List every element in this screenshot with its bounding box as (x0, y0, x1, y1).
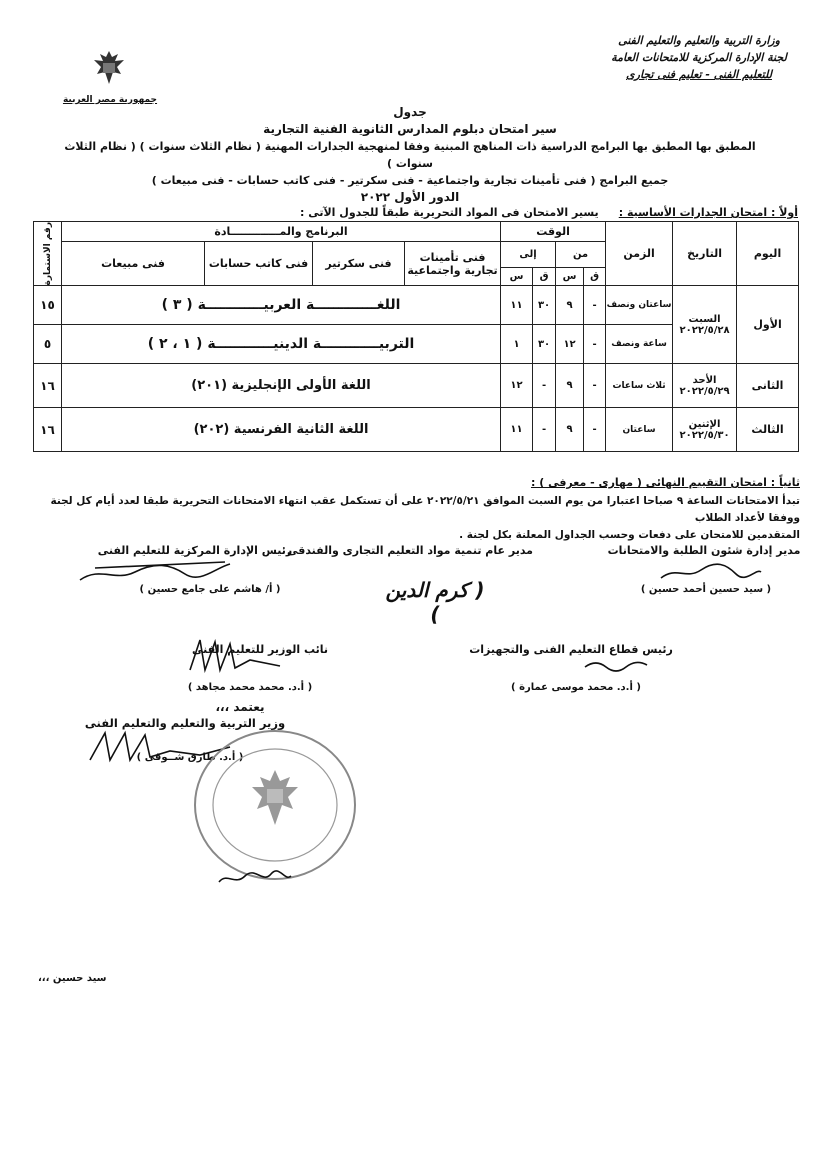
title-line-1: جدول (393, 105, 427, 119)
document-title (60, 104, 760, 206)
header-time: الوقت (501, 222, 606, 242)
sig-5-title: نائب الوزير للتعليم الفنى (192, 643, 328, 656)
row-duration: ساعتان (606, 408, 673, 452)
row-subject: التربيــــــــــــة الدينيــــــــــــة ( ١ ، ٢ ) (62, 325, 501, 364)
row-from-s: ٩ (556, 408, 584, 452)
row-from-q: - (584, 325, 606, 364)
republic-label: جمهورية مصر العربية (62, 95, 158, 105)
header-from-s: س (556, 268, 584, 286)
row-to-q: - (533, 364, 556, 408)
signature-4-icon (581, 657, 651, 673)
sig-1-title: مدير إدارة شئون الطلبة والامتحانات (607, 544, 801, 557)
ministry-line: وزارة التربية والتعليم والتعليم الفنى (618, 34, 780, 47)
row-from-s: ١٢ (556, 325, 584, 364)
sig-4-name: ( أ.د. محمد موسى عمارة ) (511, 682, 641, 693)
signature-1-icon (656, 560, 766, 584)
sig-5-name: ( أ.د. محمد محمد مجاهد ) (187, 682, 313, 693)
title-line-4: جميع البرامج ( فنى تأمينات تجارية واجتماعية - فنى سكرتير - فنى كاتب حسابات - فنى مبيعات ) (151, 174, 669, 187)
row-from-q: - (584, 286, 606, 325)
row-to-s: ١١ (501, 286, 533, 325)
section-2-text (30, 493, 800, 544)
header-program: البرنامج والمـــــــــــــادة (62, 222, 501, 242)
row-day: الأول (737, 286, 799, 364)
row-to-q: ٣٠ (533, 286, 556, 325)
row-from-s: ٩ (556, 364, 584, 408)
row-to-s: ١٢ (501, 364, 533, 408)
row-date: ٢٠٢٢/٥/٢٩ (679, 385, 730, 397)
title-line-2: سير امتحان دبلوم المدارس الثانوية الفنية التجارية (263, 122, 557, 136)
row-subject: اللغة الثانية الفرنسية (٢٠٢) (62, 408, 501, 452)
row-to-s: ١ (501, 325, 533, 364)
row-form: ١٦ (34, 408, 62, 452)
footer-name: سيد حسين ،،، (38, 973, 107, 984)
section-2-para-1: تبدأ الامتحانات الساعة ٩ صباحا اعتبارا من يوم السبت الموافق ٢٠٢٢/٥/٢١ على أن تستكمل عقب انتهاء الامتحانات التحريرية طبقا لعدد أيام كل لجنة ووفقا لأعداد الطلاب (50, 495, 800, 524)
header-day: اليوم (737, 222, 799, 286)
header-prog4: فنى مبيعات (62, 242, 205, 286)
sig-6-title: وزير التربية والتعليم والتعليم الفنى (84, 716, 286, 730)
sig-3-name: ( أ/ هاشم على جامع حسين ) (139, 584, 281, 595)
row-weekday: الأحد (692, 374, 717, 386)
row-day: الثالث (737, 408, 799, 452)
row-to-q: - (533, 408, 556, 452)
row-subject: اللغـــــــــــــة العربيــــــــــــة ( ٣ ) (62, 286, 501, 325)
title-line-5: الدور الأول ٢٠٢٢ (360, 190, 460, 204)
official-stamp-icon (190, 725, 360, 885)
row-weekday: الإثنين (688, 418, 721, 430)
header-to-s: س (501, 268, 533, 286)
header-prog2: فنى سكرتير (313, 242, 405, 286)
title-line-3: المطبق بها المطبق بها البرامج الدراسية ذات المناهج المبنية وفقا لمنهجية الجدارات المهنية ( نظام الثلاث سنوات ) ( نظام الثلاث سنوات ) (64, 140, 756, 170)
section-1-desc: يسير الامتحان فى المواد التحريرية طبقاً للجدول الآتى : (300, 206, 599, 219)
row-form: ٥ (34, 325, 62, 364)
sig-4-title: رئيس قطاع التعليم الفنى والتجهيزات (469, 643, 673, 656)
sig-3-title: رئيس الإدارة المركزية للتعليم الفنى (97, 544, 293, 557)
row-form: ١٥ (34, 286, 62, 325)
sig-1-name: ( سيد حسين أحمد حسين ) (640, 584, 772, 595)
section-2-label: ثانياً : امتحان التقييم النهائى ( مهارى - معرفى ) : (530, 476, 800, 489)
header-to: إلى (501, 242, 556, 268)
row-from-q: - (584, 364, 606, 408)
header-to-q: ق (533, 268, 556, 286)
row-to-q: ٣٠ (533, 325, 556, 364)
exam-schedule-table (33, 221, 799, 452)
table-row (34, 408, 799, 452)
row-date-cell (673, 364, 737, 408)
row-form: ١٦ (34, 364, 62, 408)
header-date: التاريخ (673, 222, 737, 286)
header-from: من (556, 242, 606, 268)
row-day: الثانى (737, 364, 799, 408)
sig-2-name: ( كرم الدين ) (385, 578, 485, 626)
row-from-s: ٩ (556, 286, 584, 325)
row-date-cell (673, 286, 737, 364)
header-prog3: فنى كاتب حسابات (205, 242, 313, 286)
eagle-emblem-icon (88, 48, 130, 90)
sig-2-title: مدير عام تنمية مواد التعليم التجارى والفندقى (286, 544, 533, 557)
table-row (34, 364, 799, 408)
table-row (34, 286, 799, 325)
row-subject: اللغة الأولى الإنجليزية (٢٠١) (62, 364, 501, 408)
row-duration: ساعة ونصف (606, 325, 673, 364)
section-1-label: أولاً : امتحان الجدارات الأساسية : (618, 206, 798, 219)
row-to-s: ١١ (501, 408, 533, 452)
section-2-para-2: المتقدمين للامتحان على دفعات وحسب الجداول المعلنة بكل لجنة . (459, 529, 800, 541)
header-duration: الزمن (606, 222, 673, 286)
header-form-number (34, 222, 62, 286)
ministry-line: لجنة الإدارة المركزية للامتحانات العامة (611, 51, 787, 64)
ministry-line: للتعليم الفنى - تعليم فنى تجارى (626, 68, 772, 81)
row-date: ٢٠٢٢/٥/٢٨ (679, 324, 730, 336)
row-weekday: السبت (688, 313, 721, 325)
header-prog1: فنى تأمينات تجارية واجتماعية (405, 242, 501, 286)
approve-label: يعتمد ،،، (215, 700, 265, 714)
row-date-cell (673, 408, 737, 452)
stamp-date-scribble-icon (215, 866, 295, 890)
form-number-label: رقم الاستمارة (42, 222, 53, 286)
ministry-header (594, 32, 804, 83)
sig-6-name: ( أ.د. طارق شــوقى ) (136, 752, 244, 763)
row-from-q: - (584, 408, 606, 452)
row-duration: ساعتان ونصف (606, 286, 673, 325)
header-from-q: ق (584, 268, 606, 286)
row-duration: ثلاث ساعات (606, 364, 673, 408)
row-date: ٢٠٢٢/٥/٣٠ (679, 429, 730, 441)
signature-5-icon (180, 630, 290, 680)
